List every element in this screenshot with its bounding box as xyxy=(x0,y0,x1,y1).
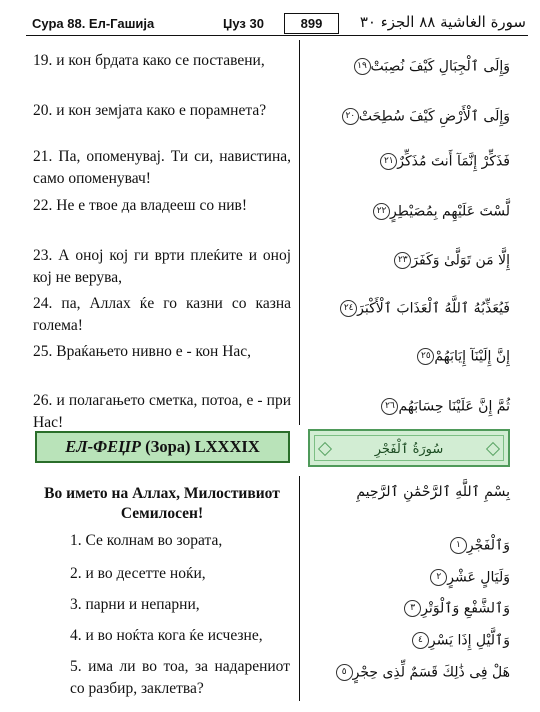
ayah-marker: ١٩ xyxy=(354,58,371,75)
bismillah-arabic: بِسْمِ ٱللَّهِ ٱلرَّحْمَٰنِ ٱلرَّحِيمِ xyxy=(356,484,510,500)
column-divider xyxy=(299,40,300,425)
header-juz: Џуз 30 xyxy=(223,16,264,31)
arabic-verse-5: هَلْ فِى ذَٰلِكَ قَسَمٌ لِّذِى حِجْرٍ٥ xyxy=(332,664,510,681)
bismillah-translation: Во името на Аллах, Милостивиот Семилосен! xyxy=(44,485,280,522)
verse-1: 1. Се колнам во зората, xyxy=(70,532,223,549)
verse-25: 25. Враќањето нивно е - кон Нас, xyxy=(33,343,252,360)
surah-arabic-cartouche xyxy=(308,429,510,467)
verse-3: 3. парни и непарни, xyxy=(70,596,200,613)
ayah-marker: ٥ xyxy=(336,664,353,681)
verse-5: 5. има ли во тоа, за надарениот со разбир, заклетва? xyxy=(70,658,290,697)
ayah-marker: ١ xyxy=(450,537,467,554)
arabic-verse-20: وَإِلَى ٱلْأَرْضِ كَيْفَ سُطِحَتْ٢٠ xyxy=(338,108,510,125)
arabic-verse-3: وَٱلشَّفْعِ وَٱلْوَتْرِ٣ xyxy=(400,600,510,617)
header-rule xyxy=(26,35,528,36)
ayah-marker: ٢٣ xyxy=(394,252,411,269)
arabic-verse-1: وَٱلْفَجْرِ١ xyxy=(446,537,510,554)
column-divider xyxy=(299,476,300,701)
arabic-verse-26: ثُمَّ إِنَّ عَلَيْنَا حِسَابَهُم٢٦ xyxy=(377,398,510,415)
ayah-marker: ٤ xyxy=(412,632,429,649)
surah-arabic-title: سُورَةُ ٱلْفَجْرِ xyxy=(314,435,504,461)
ayah-marker: ٢٦ xyxy=(381,398,398,415)
ayah-marker: ٣ xyxy=(404,600,421,617)
verse-2: 2. и во десетте ноќи, xyxy=(70,565,206,582)
page-number: 899 xyxy=(284,13,339,34)
page-header xyxy=(26,10,528,36)
ayah-marker: ٢٢ xyxy=(373,203,390,220)
ayah-marker: ٢٤ xyxy=(340,300,357,317)
ayah-marker: ٢١ xyxy=(380,153,397,170)
surah-subtitle: (Зора) LXXXIX xyxy=(141,437,260,456)
verse-21: 21. Па, опоменувај. Ти си, навистина, само опоменувач! xyxy=(33,148,291,187)
verse-19: 19. и кон брдата како се поставени, xyxy=(33,52,265,69)
ayah-marker: ٢ xyxy=(430,569,447,586)
arabic-verse-22: لَّسْتَ عَلَيْهِم بِمُصَيْطِرٍ٢٢ xyxy=(369,203,510,220)
arabic-verse-25: إِنَّ إِلَيْنَآ إِيَابَهُمْ٢٥ xyxy=(413,348,510,365)
surah-title-banner xyxy=(35,431,290,463)
verse-26: 26. и полагањето сметка, потоа, е - при Нас! xyxy=(33,392,291,431)
surah-name: ЕЛ-ФЕЏР xyxy=(65,437,142,456)
verse-22: 22. Не е твое да владееш со нив! xyxy=(33,197,248,214)
arabic-verse-2: وَلَيَالٍ عَشْرٍ٢ xyxy=(426,569,510,586)
arabic-verse-19: وَإِلَى ٱلْجِبَالِ كَيْفَ نُصِبَتْ١٩ xyxy=(350,58,511,75)
verse-24: 24. па, Аллах ќе го казни со казна голема! xyxy=(33,295,291,334)
ayah-marker: ٢٠ xyxy=(342,108,359,125)
arabic-verse-23: إِلَّا مَن تَوَلَّىٰ وَكَفَرَ٢٣ xyxy=(390,252,510,269)
header-surah-title: Сура 88. Ел-Гашија xyxy=(32,16,155,31)
verse-23: 23. А оној кој ги врти плеќите и оној кој не верува, xyxy=(33,247,291,286)
arabic-verse-4: وَٱلَّيْلِ إِذَا يَسْرِ٤ xyxy=(408,632,510,649)
verse-20: 20. и кон земјата како е порамнета? xyxy=(33,102,267,119)
verse-4: 4. и во ноќта кога ќе исчезне, xyxy=(70,627,263,644)
arabic-verse-21: فَذَكِّرْ إِنَّمَآ أَنتَ مُذَكِّرٌ٢١ xyxy=(376,153,510,170)
arabic-verse-24: فَيُعَذِّبُهُ ٱللَّهُ ٱلْعَذَابَ ٱلْأَكْبَرَ٢٤ xyxy=(336,300,510,317)
ayah-marker: ٢٥ xyxy=(417,348,434,365)
header-arabic-title: سورة الغاشية ٨٨ الجزء ٣٠ xyxy=(359,13,526,31)
